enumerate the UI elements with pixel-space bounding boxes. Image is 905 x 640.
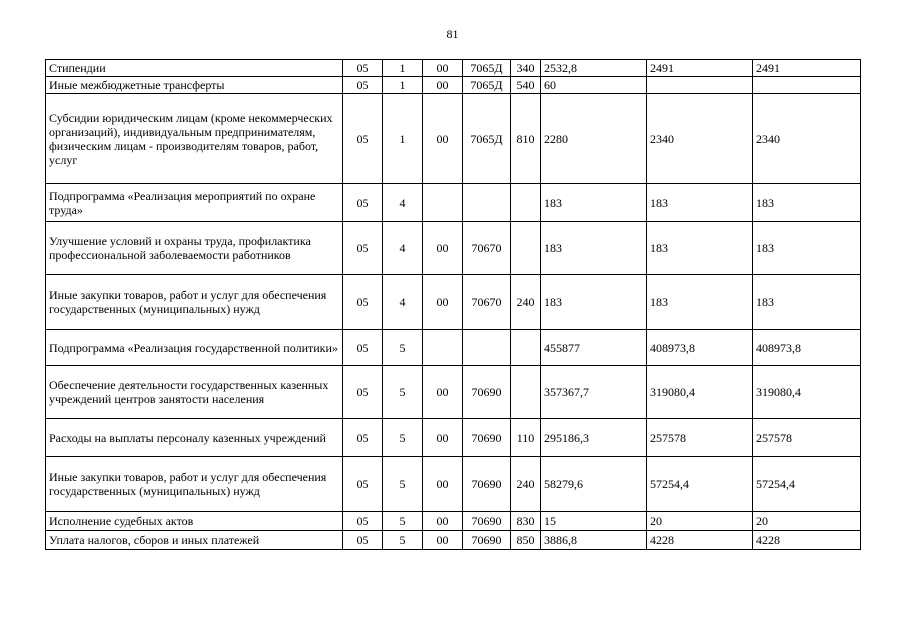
value-year-2: 2491: [647, 60, 753, 77]
value-year-3: 20: [753, 512, 861, 531]
program-code: 5: [383, 419, 423, 457]
section-code: 05: [343, 531, 383, 550]
value-year-2: 319080,4: [647, 366, 753, 419]
subprogram-code: 00: [423, 94, 463, 184]
program-code: 1: [383, 77, 423, 94]
value-year-2: 257578: [647, 419, 753, 457]
subprogram-code: 00: [423, 531, 463, 550]
target-code: 70690: [463, 366, 511, 419]
value-year-3: 408973,8: [753, 330, 861, 366]
row-name: Иные закупки товаров, работ и услуг для обеспечения государственных (муниципальных) нужд: [46, 457, 343, 512]
table-row: [46, 60, 861, 77]
value-year-3: 183: [753, 222, 861, 275]
budget-table: [45, 59, 861, 550]
expense-code: 810: [511, 94, 541, 184]
program-code: 1: [383, 60, 423, 77]
row-name: Подпрограмма «Реализация государственной политики»: [46, 330, 343, 366]
row-name: Иные закупки товаров, работ и услуг для обеспечения государственных (муниципальных) нужд: [46, 275, 343, 330]
value-year-1: 2532,8: [541, 60, 647, 77]
table-row: [46, 275, 861, 330]
program-code: 5: [383, 457, 423, 512]
expense-code: [511, 222, 541, 275]
target-code: 70690: [463, 512, 511, 531]
section-code: 05: [343, 512, 383, 531]
value-year-1: 295186,3: [541, 419, 647, 457]
subprogram-code: 00: [423, 457, 463, 512]
page-number: 81: [446, 27, 459, 41]
table-row: [46, 184, 861, 222]
value-year-1: 3886,8: [541, 531, 647, 550]
expense-code: 340: [511, 60, 541, 77]
expense-code: 240: [511, 457, 541, 512]
program-code: 4: [383, 222, 423, 275]
value-year-1: 183: [541, 275, 647, 330]
program-code: 5: [383, 512, 423, 531]
row-name: Обеспечение деятельности государственных казенных учреждений центров занятости населения: [46, 366, 343, 419]
target-code: 70690: [463, 531, 511, 550]
expense-code: 110: [511, 419, 541, 457]
table-row: [46, 77, 861, 94]
subprogram-code: [423, 184, 463, 222]
value-year-1: 183: [541, 184, 647, 222]
row-name: Субсидии юридическим лицам (кроме некоммерческих организаций), индивидуальным предпринимателям, физическим лицам - производителям товаров, работ, услуг: [46, 94, 343, 184]
section-code: 05: [343, 366, 383, 419]
value-year-1: 455877: [541, 330, 647, 366]
value-year-2: 183: [647, 275, 753, 330]
value-year-2: 408973,8: [647, 330, 753, 366]
section-code: 05: [343, 184, 383, 222]
value-year-1: 183: [541, 222, 647, 275]
target-code: 70670: [463, 275, 511, 330]
row-name: Иные межбюджетные трансферты: [46, 77, 343, 94]
table-row: [46, 457, 861, 512]
value-year-3: 257578: [753, 419, 861, 457]
row-name: Подпрограмма «Реализация мероприятий по охране труда»: [46, 184, 343, 222]
value-year-2: 2340: [647, 94, 753, 184]
expense-code: [511, 330, 541, 366]
row-name: Расходы на выплаты персоналу казенных учреждений: [46, 419, 343, 457]
target-code: [463, 330, 511, 366]
program-code: 4: [383, 275, 423, 330]
row-name: Стипендии: [46, 60, 343, 77]
target-code: 70670: [463, 222, 511, 275]
expense-code: 830: [511, 512, 541, 531]
value-year-1: 58279,6: [541, 457, 647, 512]
table-row: [46, 531, 861, 550]
expense-code: [511, 184, 541, 222]
target-code: 7065Д: [463, 60, 511, 77]
target-code: 7065Д: [463, 77, 511, 94]
expense-code: 850: [511, 531, 541, 550]
program-code: 5: [383, 366, 423, 419]
subprogram-code: 00: [423, 275, 463, 330]
target-code: 70690: [463, 457, 511, 512]
value-year-2: 183: [647, 222, 753, 275]
value-year-1: 60: [541, 77, 647, 94]
subprogram-code: 00: [423, 512, 463, 531]
value-year-3: 2491: [753, 60, 861, 77]
table-row: [46, 330, 861, 366]
row-name: Уплата налогов, сборов и иных платежей: [46, 531, 343, 550]
table-row: [46, 366, 861, 419]
value-year-3: 183: [753, 275, 861, 330]
value-year-3: 319080,4: [753, 366, 861, 419]
section-code: 05: [343, 60, 383, 77]
expense-code: [511, 366, 541, 419]
value-year-2: 4228: [647, 531, 753, 550]
program-code: 4: [383, 184, 423, 222]
value-year-2: [647, 77, 753, 94]
table-row: [46, 94, 861, 184]
value-year-1: 357367,7: [541, 366, 647, 419]
value-year-3: [753, 77, 861, 94]
table-row: [46, 222, 861, 275]
section-code: 05: [343, 222, 383, 275]
program-code: 5: [383, 330, 423, 366]
expense-code: 540: [511, 77, 541, 94]
value-year-2: 57254,4: [647, 457, 753, 512]
expense-code: 240: [511, 275, 541, 330]
section-code: 05: [343, 77, 383, 94]
target-code: 70690: [463, 419, 511, 457]
value-year-2: 183: [647, 184, 753, 222]
program-code: 1: [383, 94, 423, 184]
value-year-3: 183: [753, 184, 861, 222]
value-year-3: 2340: [753, 94, 861, 184]
table-row: [46, 512, 861, 531]
section-code: 05: [343, 457, 383, 512]
value-year-1: 2280: [541, 94, 647, 184]
section-code: 05: [343, 275, 383, 330]
target-code: [463, 184, 511, 222]
subprogram-code: 00: [423, 60, 463, 77]
value-year-3: 4228: [753, 531, 861, 550]
subprogram-code: 00: [423, 77, 463, 94]
section-code: 05: [343, 94, 383, 184]
value-year-2: 20: [647, 512, 753, 531]
subprogram-code: 00: [423, 366, 463, 419]
subprogram-code: 00: [423, 419, 463, 457]
subprogram-code: [423, 330, 463, 366]
row-name: Улучшение условий и охраны труда, профилактика профессиональной заболеваемости работников: [46, 222, 343, 275]
value-year-1: 15: [541, 512, 647, 531]
section-code: 05: [343, 419, 383, 457]
section-code: 05: [343, 330, 383, 366]
table-row: [46, 419, 861, 457]
target-code: 7065Д: [463, 94, 511, 184]
program-code: 5: [383, 531, 423, 550]
row-name: Исполнение судебных актов: [46, 512, 343, 531]
subprogram-code: 00: [423, 222, 463, 275]
value-year-3: 57254,4: [753, 457, 861, 512]
